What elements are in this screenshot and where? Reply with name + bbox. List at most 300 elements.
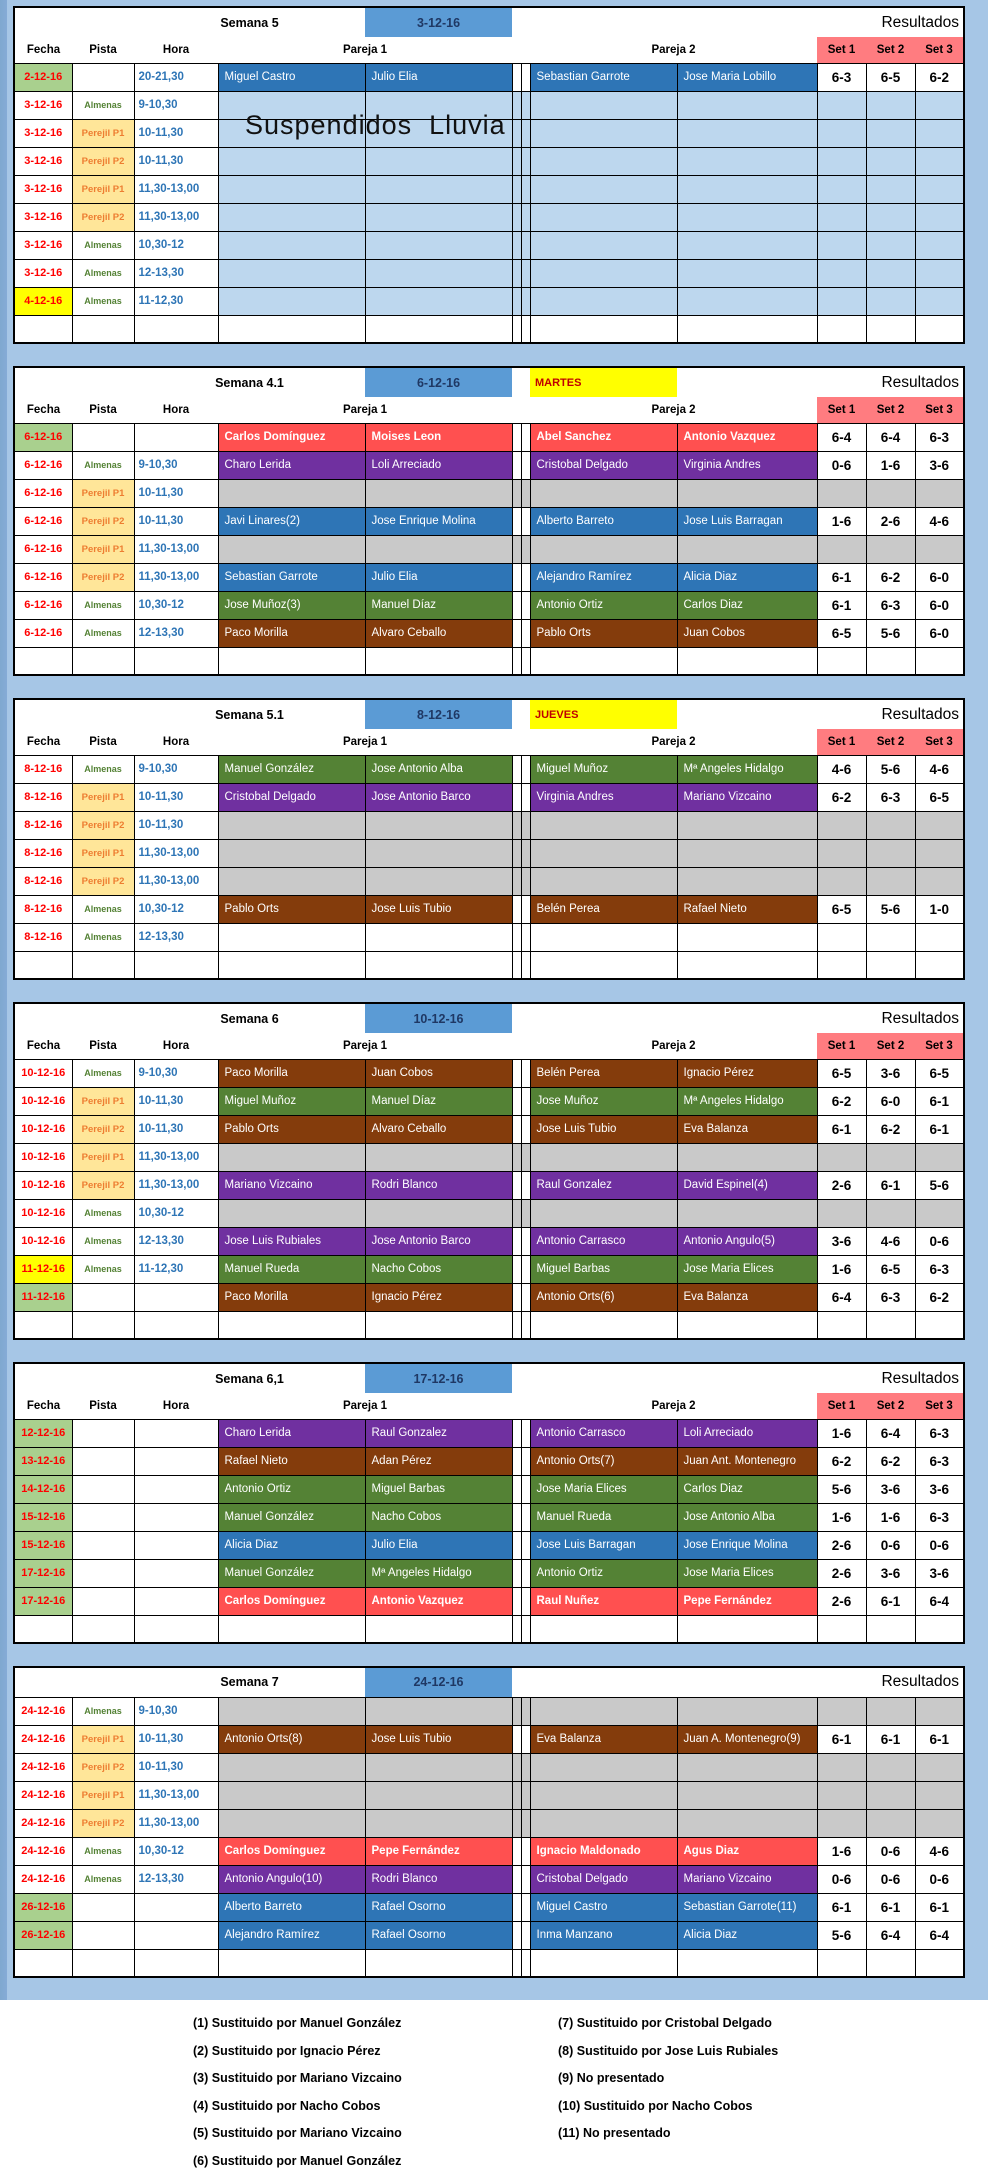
pareja1-player2-cell[interactable]: Antonio Vazquez — [365, 1587, 512, 1615]
pareja1-player2-cell[interactable]: Mª Angeles Hidalgo — [365, 1559, 512, 1587]
spacer-cell[interactable] — [512, 1199, 521, 1227]
set3-cell[interactable]: 6-0 — [915, 563, 964, 591]
spacer-cell[interactable] — [521, 1865, 530, 1893]
spacer-cell[interactable] — [521, 1447, 530, 1475]
pareja1-player1-cell[interactable]: Mariano Vizcaino — [218, 1171, 365, 1199]
empty-cell[interactable] — [218, 867, 365, 895]
spacer-cell[interactable] — [521, 1921, 530, 1949]
pareja1-player1-cell[interactable]: Alejandro Ramírez — [218, 1921, 365, 1949]
empty-cell[interactable] — [365, 923, 512, 951]
hora-cell[interactable]: 12-13,30 — [134, 259, 218, 287]
empty-cell[interactable] — [677, 923, 817, 951]
empty-cell[interactable] — [866, 315, 915, 343]
spacer-cell[interactable] — [512, 1283, 521, 1311]
empty-cell[interactable] — [915, 203, 964, 231]
empty-cell[interactable] — [218, 91, 365, 119]
pareja2-player1-cell[interactable]: Jose Maria Elices — [530, 1475, 677, 1503]
empty-cell[interactable] — [530, 203, 677, 231]
empty-cell[interactable] — [365, 951, 512, 979]
pista-cell[interactable]: Perejil P2 — [72, 1753, 134, 1781]
empty-cell[interactable] — [677, 1697, 817, 1725]
fecha-cell[interactable]: 15-12-16 — [14, 1503, 72, 1531]
spacer-cell[interactable] — [521, 119, 530, 147]
pista-cell[interactable]: Almenas — [72, 1059, 134, 1087]
empty-cell[interactable] — [218, 1615, 365, 1643]
spacer-cell[interactable] — [512, 1143, 521, 1171]
set2-cell[interactable]: 6-3 — [866, 783, 915, 811]
empty-cell[interactable] — [866, 811, 915, 839]
empty-cell[interactable] — [915, 1615, 964, 1643]
pareja2-player2-cell[interactable]: David Espinel(4) — [677, 1171, 817, 1199]
empty-cell[interactable] — [365, 91, 512, 119]
empty-cell[interactable] — [530, 315, 677, 343]
spacer-cell[interactable] — [521, 591, 530, 619]
pareja1-player1-cell[interactable]: Paco Morilla — [218, 1059, 365, 1087]
hora-cell[interactable]: 10-11,30 — [134, 783, 218, 811]
empty-cell[interactable] — [817, 479, 866, 507]
fecha-cell[interactable]: 26-12-16 — [14, 1893, 72, 1921]
pareja1-player1-cell[interactable]: Sebastian Garrote — [218, 563, 365, 591]
empty-cell[interactable] — [365, 119, 512, 147]
pista-cell[interactable] — [72, 1893, 134, 1921]
empty-cell[interactable] — [866, 1199, 915, 1227]
pista-cell[interactable]: Almenas — [72, 259, 134, 287]
pista-cell[interactable]: Almenas — [72, 451, 134, 479]
empty-cell[interactable] — [218, 839, 365, 867]
spacer-cell[interactable] — [512, 259, 521, 287]
empty-cell[interactable] — [365, 839, 512, 867]
set1-cell[interactable]: 6-1 — [817, 563, 866, 591]
empty-cell[interactable] — [915, 231, 964, 259]
set1-cell[interactable]: 0-6 — [817, 451, 866, 479]
pista-cell[interactable]: Perejil P2 — [72, 507, 134, 535]
empty-cell[interactable] — [866, 175, 915, 203]
empty-cell[interactable] — [14, 1949, 72, 1977]
empty-cell[interactable] — [817, 203, 866, 231]
spacer-cell[interactable] — [512, 591, 521, 619]
pista-cell[interactable]: Perejil P1 — [72, 1087, 134, 1115]
pareja2-player1-cell[interactable]: Jose Luis Barragan — [530, 1531, 677, 1559]
pista-cell[interactable]: Perejil P2 — [72, 563, 134, 591]
pista-cell[interactable] — [72, 1475, 134, 1503]
empty-cell[interactable] — [530, 287, 677, 315]
fecha-cell[interactable]: 6-12-16 — [14, 507, 72, 535]
spacer-cell[interactable] — [512, 923, 521, 951]
spacer-cell[interactable] — [512, 647, 521, 675]
empty-cell[interactable] — [72, 1949, 134, 1977]
empty-cell[interactable] — [218, 287, 365, 315]
pareja1-player1-cell[interactable]: Manuel González — [218, 755, 365, 783]
fecha-cell[interactable]: 10-12-16 — [14, 1115, 72, 1143]
hora-cell[interactable]: 10-11,30 — [134, 1087, 218, 1115]
set2-cell[interactable]: 3-6 — [866, 1559, 915, 1587]
spacer-cell[interactable] — [521, 867, 530, 895]
empty-cell[interactable] — [218, 1311, 365, 1339]
empty-cell[interactable] — [72, 951, 134, 979]
fecha-cell[interactable]: 8-12-16 — [14, 839, 72, 867]
pareja1-player2-cell[interactable]: Rodri Blanco — [365, 1171, 512, 1199]
empty-cell[interactable] — [677, 1311, 817, 1339]
empty-cell[interactable] — [677, 479, 817, 507]
spacer-cell[interactable] — [512, 1115, 521, 1143]
empty-cell[interactable] — [817, 315, 866, 343]
fecha-cell[interactable]: 17-12-16 — [14, 1587, 72, 1615]
empty-cell[interactable] — [915, 1753, 964, 1781]
empty-cell[interactable] — [817, 231, 866, 259]
empty-cell[interactable] — [218, 231, 365, 259]
pareja1-player2-cell[interactable]: Rodri Blanco — [365, 1865, 512, 1893]
hora-cell[interactable]: 10,30-12 — [134, 231, 218, 259]
fecha-cell[interactable]: 24-12-16 — [14, 1781, 72, 1809]
empty-cell[interactable] — [817, 91, 866, 119]
spacer-cell[interactable] — [521, 1697, 530, 1725]
set3-cell[interactable]: 6-4 — [915, 1921, 964, 1949]
empty-cell[interactable] — [365, 479, 512, 507]
spacer-cell[interactable] — [512, 231, 521, 259]
spacer-cell[interactable] — [521, 1615, 530, 1643]
pareja2-player1-cell[interactable]: Belén Perea — [530, 895, 677, 923]
spacer-cell[interactable] — [521, 1419, 530, 1447]
empty-cell[interactable] — [817, 811, 866, 839]
fecha-cell[interactable]: 6-12-16 — [14, 535, 72, 563]
fecha-cell[interactable]: 10-12-16 — [14, 1143, 72, 1171]
empty-cell[interactable] — [915, 1199, 964, 1227]
fecha-cell[interactable]: 13-12-16 — [14, 1447, 72, 1475]
empty-cell[interactable] — [677, 259, 817, 287]
hora-cell[interactable]: 12-13,30 — [134, 619, 218, 647]
pista-cell[interactable]: Perejil P2 — [72, 811, 134, 839]
fecha-cell[interactable]: 8-12-16 — [14, 923, 72, 951]
spacer-cell[interactable] — [521, 231, 530, 259]
empty-cell[interactable] — [134, 951, 218, 979]
hora-cell[interactable]: 11,30-13,00 — [134, 175, 218, 203]
fecha-cell[interactable]: 12-12-16 — [14, 1419, 72, 1447]
spacer-cell[interactable] — [512, 895, 521, 923]
pareja1-player1-cell[interactable]: Manuel González — [218, 1559, 365, 1587]
set2-cell[interactable]: 6-4 — [866, 423, 915, 451]
fecha-cell[interactable]: 6-12-16 — [14, 591, 72, 619]
spacer-cell[interactable] — [521, 1311, 530, 1339]
pareja1-player2-cell[interactable]: Rafael Osorno — [365, 1893, 512, 1921]
spacer-cell[interactable] — [521, 1227, 530, 1255]
hora-cell[interactable] — [134, 1419, 218, 1447]
set1-cell[interactable]: 6-1 — [817, 591, 866, 619]
empty-cell[interactable] — [530, 1781, 677, 1809]
empty-cell[interactable] — [677, 231, 817, 259]
fecha-cell[interactable]: 8-12-16 — [14, 867, 72, 895]
pareja1-player2-cell[interactable]: Alvaro Ceballo — [365, 619, 512, 647]
pareja1-player2-cell[interactable]: Ignacio Pérez — [365, 1283, 512, 1311]
hora-cell[interactable]: 12-13,30 — [134, 923, 218, 951]
set2-cell[interactable]: 3-6 — [866, 1059, 915, 1087]
hora-cell[interactable]: 12-13,30 — [134, 1865, 218, 1893]
spacer-cell[interactable] — [512, 1865, 521, 1893]
empty-cell[interactable] — [365, 1781, 512, 1809]
set2-cell[interactable]: 0-6 — [866, 1531, 915, 1559]
set3-cell[interactable]: 6-1 — [915, 1725, 964, 1753]
empty-cell[interactable] — [134, 1615, 218, 1643]
empty-cell[interactable] — [365, 1949, 512, 1977]
set3-cell[interactable]: 6-0 — [915, 619, 964, 647]
empty-cell[interactable] — [915, 119, 964, 147]
set2-cell[interactable]: 6-3 — [866, 591, 915, 619]
set3-cell[interactable]: 6-1 — [915, 1893, 964, 1921]
pista-cell[interactable]: Perejil P2 — [72, 147, 134, 175]
fecha-cell[interactable]: 6-12-16 — [14, 563, 72, 591]
empty-cell[interactable] — [817, 1311, 866, 1339]
hora-cell[interactable] — [134, 1893, 218, 1921]
set1-cell[interactable]: 6-5 — [817, 895, 866, 923]
spacer-cell[interactable] — [512, 563, 521, 591]
pareja1-player2-cell[interactable]: Loli Arreciado — [365, 451, 512, 479]
spacer-cell[interactable] — [521, 147, 530, 175]
spacer-cell[interactable] — [512, 1475, 521, 1503]
pista-cell[interactable] — [72, 1559, 134, 1587]
set2-cell[interactable]: 6-2 — [866, 563, 915, 591]
pareja2-player1-cell[interactable]: Raul Nuñez — [530, 1587, 677, 1615]
spacer-cell[interactable] — [512, 839, 521, 867]
empty-cell[interactable] — [14, 1311, 72, 1339]
pareja2-player1-cell[interactable]: Antonio Orts(7) — [530, 1447, 677, 1475]
set2-cell[interactable]: 1-6 — [866, 451, 915, 479]
hora-cell[interactable]: 11-12,30 — [134, 1255, 218, 1283]
spacer-cell[interactable] — [521, 923, 530, 951]
set3-cell[interactable]: 4-6 — [915, 507, 964, 535]
pareja1-player2-cell[interactable]: Jose Antonio Barco — [365, 1227, 512, 1255]
hora-cell[interactable] — [134, 1283, 218, 1311]
empty-cell[interactable] — [134, 315, 218, 343]
set2-cell[interactable]: 5-6 — [866, 619, 915, 647]
pista-cell[interactable]: Perejil P2 — [72, 1171, 134, 1199]
set2-cell[interactable]: 0-6 — [866, 1865, 915, 1893]
pareja2-player2-cell[interactable]: Mª Angeles Hidalgo — [677, 755, 817, 783]
empty-cell[interactable] — [915, 1697, 964, 1725]
empty-cell[interactable] — [915, 1949, 964, 1977]
pareja2-player1-cell[interactable]: Miguel Barbas — [530, 1255, 677, 1283]
hora-cell[interactable] — [134, 423, 218, 451]
empty-cell[interactable] — [365, 1311, 512, 1339]
pista-cell[interactable] — [72, 423, 134, 451]
pista-cell[interactable] — [72, 1283, 134, 1311]
empty-cell[interactable] — [365, 1753, 512, 1781]
pareja1-player2-cell[interactable]: Raul Gonzalez — [365, 1419, 512, 1447]
fecha-cell[interactable]: 6-12-16 — [14, 423, 72, 451]
pista-cell[interactable]: Perejil P1 — [72, 1725, 134, 1753]
pista-cell[interactable] — [72, 63, 134, 91]
empty-cell[interactable] — [817, 1753, 866, 1781]
hora-cell[interactable]: 10-11,30 — [134, 1725, 218, 1753]
pista-cell[interactable] — [72, 1921, 134, 1949]
spacer-cell[interactable] — [521, 1199, 530, 1227]
hora-cell[interactable]: 10,30-12 — [134, 895, 218, 923]
pareja1-player1-cell[interactable]: Antonio Ortiz — [218, 1475, 365, 1503]
empty-cell[interactable] — [14, 1615, 72, 1643]
pareja2-player2-cell[interactable]: Jose Maria Lobillo — [677, 63, 817, 91]
empty-cell[interactable] — [218, 1809, 365, 1837]
spacer-cell[interactable] — [521, 951, 530, 979]
empty-cell[interactable] — [817, 1199, 866, 1227]
set2-cell[interactable]: 6-1 — [866, 1587, 915, 1615]
set1-cell[interactable]: 2-6 — [817, 1587, 866, 1615]
spacer-cell[interactable] — [521, 1725, 530, 1753]
pareja2-player1-cell[interactable]: Antonio Ortiz — [530, 1559, 677, 1587]
pareja1-player2-cell[interactable]: Jose Enrique Molina — [365, 507, 512, 535]
empty-cell[interactable] — [677, 315, 817, 343]
pista-cell[interactable]: Perejil P1 — [72, 479, 134, 507]
set2-cell[interactable]: 4-6 — [866, 1227, 915, 1255]
empty-cell[interactable] — [817, 1697, 866, 1725]
pareja2-player2-cell[interactable]: Mª Angeles Hidalgo — [677, 1087, 817, 1115]
empty-cell[interactable] — [677, 119, 817, 147]
pareja2-player2-cell[interactable]: Juan Cobos — [677, 619, 817, 647]
spacer-cell[interactable] — [521, 1531, 530, 1559]
pareja1-player1-cell[interactable]: Pablo Orts — [218, 1115, 365, 1143]
empty-cell[interactable] — [530, 951, 677, 979]
fecha-cell[interactable]: 3-12-16 — [14, 203, 72, 231]
pista-cell[interactable]: Almenas — [72, 1697, 134, 1725]
set3-cell[interactable]: 6-5 — [915, 783, 964, 811]
hora-cell[interactable]: 11,30-13,00 — [134, 1171, 218, 1199]
set1-cell[interactable]: 6-3 — [817, 63, 866, 91]
spacer-cell[interactable] — [512, 1781, 521, 1809]
spacer-cell[interactable] — [512, 203, 521, 231]
empty-cell[interactable] — [218, 479, 365, 507]
empty-cell[interactable] — [915, 535, 964, 563]
spacer-cell[interactable] — [512, 1837, 521, 1865]
pareja2-player1-cell[interactable]: Abel Sanchez — [530, 423, 677, 451]
fecha-cell[interactable]: 24-12-16 — [14, 1809, 72, 1837]
pareja1-player1-cell[interactable]: Miguel Muñoz — [218, 1087, 365, 1115]
set3-cell[interactable]: 6-3 — [915, 1503, 964, 1531]
empty-cell[interactable] — [915, 867, 964, 895]
empty-cell[interactable] — [677, 1615, 817, 1643]
empty-cell[interactable] — [365, 175, 512, 203]
set1-cell[interactable]: 6-5 — [817, 619, 866, 647]
set1-cell[interactable]: 2-6 — [817, 1559, 866, 1587]
spacer-cell[interactable] — [521, 755, 530, 783]
empty-cell[interactable] — [866, 479, 915, 507]
hora-cell[interactable] — [134, 1503, 218, 1531]
empty-cell[interactable] — [866, 1753, 915, 1781]
set3-cell[interactable]: 3-6 — [915, 1475, 964, 1503]
fecha-cell[interactable]: 3-12-16 — [14, 175, 72, 203]
empty-cell[interactable] — [218, 175, 365, 203]
pareja2-player2-cell[interactable]: Alicia Diaz — [677, 1921, 817, 1949]
fecha-cell[interactable]: 15-12-16 — [14, 1531, 72, 1559]
empty-cell[interactable] — [817, 839, 866, 867]
spacer-cell[interactable] — [512, 507, 521, 535]
empty-cell[interactable] — [365, 867, 512, 895]
hora-cell[interactable]: 10-11,30 — [134, 1115, 218, 1143]
spacer-cell[interactable] — [521, 895, 530, 923]
spacer-cell[interactable] — [521, 1475, 530, 1503]
hora-cell[interactable]: 11,30-13,00 — [134, 1781, 218, 1809]
spacer-cell[interactable] — [521, 423, 530, 451]
empty-cell[interactable] — [72, 1615, 134, 1643]
empty-cell[interactable] — [677, 1143, 817, 1171]
fecha-cell[interactable]: 10-12-16 — [14, 1171, 72, 1199]
empty-cell[interactable] — [218, 315, 365, 343]
set1-cell[interactable]: 1-6 — [817, 507, 866, 535]
empty-cell[interactable] — [365, 647, 512, 675]
pareja1-player2-cell[interactable]: Manuel Díaz — [365, 1087, 512, 1115]
empty-cell[interactable] — [218, 1753, 365, 1781]
set3-cell[interactable]: 5-6 — [915, 1171, 964, 1199]
hora-cell[interactable] — [134, 1531, 218, 1559]
empty-cell[interactable] — [218, 147, 365, 175]
empty-cell[interactable] — [915, 479, 964, 507]
spacer-cell[interactable] — [512, 1087, 521, 1115]
set1-cell[interactable]: 5-6 — [817, 1921, 866, 1949]
pareja2-player1-cell[interactable]: Belén Perea — [530, 1059, 677, 1087]
set1-cell[interactable]: 6-2 — [817, 783, 866, 811]
empty-cell[interactable] — [365, 1809, 512, 1837]
pareja2-player1-cell[interactable]: Miguel Muñoz — [530, 755, 677, 783]
empty-cell[interactable] — [866, 1809, 915, 1837]
pareja2-player1-cell[interactable]: Jose Muñoz — [530, 1087, 677, 1115]
set2-cell[interactable]: 0-6 — [866, 1837, 915, 1865]
spacer-cell[interactable] — [512, 1921, 521, 1949]
pareja1-player1-cell[interactable]: Paco Morilla — [218, 1283, 365, 1311]
pareja1-player1-cell[interactable]: Antonio Orts(8) — [218, 1725, 365, 1753]
set3-cell[interactable]: 6-2 — [915, 1283, 964, 1311]
set1-cell[interactable]: 6-1 — [817, 1115, 866, 1143]
empty-cell[interactable] — [915, 175, 964, 203]
hora-cell[interactable]: 12-13,30 — [134, 1227, 218, 1255]
empty-cell[interactable] — [365, 1697, 512, 1725]
empty-cell[interactable] — [915, 1311, 964, 1339]
set2-cell[interactable]: 6-5 — [866, 1255, 915, 1283]
empty-cell[interactable] — [365, 811, 512, 839]
empty-cell[interactable] — [218, 1697, 365, 1725]
set3-cell[interactable]: 3-6 — [915, 451, 964, 479]
set2-cell[interactable]: 6-4 — [866, 1921, 915, 1949]
spacer-cell[interactable] — [512, 1753, 521, 1781]
pista-cell[interactable]: Almenas — [72, 755, 134, 783]
hora-cell[interactable]: 11-12,30 — [134, 287, 218, 315]
fecha-cell[interactable]: 3-12-16 — [14, 259, 72, 287]
fecha-cell[interactable]: 17-12-16 — [14, 1559, 72, 1587]
pareja2-player1-cell[interactable]: Ignacio Maldonado — [530, 1837, 677, 1865]
spacer-cell[interactable] — [521, 1949, 530, 1977]
pista-cell[interactable]: Almenas — [72, 231, 134, 259]
pareja2-player1-cell[interactable]: Jose Luis Tubio — [530, 1115, 677, 1143]
spacer-cell[interactable] — [512, 1949, 521, 1977]
hora-cell[interactable]: 9-10,30 — [134, 755, 218, 783]
empty-cell[interactable] — [866, 203, 915, 231]
set1-cell[interactable]: 6-1 — [817, 1725, 866, 1753]
hora-cell[interactable] — [134, 1587, 218, 1615]
empty-cell[interactable] — [866, 1697, 915, 1725]
empty-cell[interactable] — [530, 259, 677, 287]
pareja2-player2-cell[interactable]: Sebastian Garrote(11) — [677, 1893, 817, 1921]
pareja2-player1-cell[interactable]: Sebastian Garrote — [530, 63, 677, 91]
pareja2-player1-cell[interactable]: Cristobal Delgado — [530, 1865, 677, 1893]
pareja1-player2-cell[interactable]: Nacho Cobos — [365, 1503, 512, 1531]
pareja1-player2-cell[interactable]: Jose Antonio Alba — [365, 755, 512, 783]
spacer-cell[interactable] — [521, 315, 530, 343]
fecha-cell[interactable]: 11-12-16 — [14, 1255, 72, 1283]
empty-cell[interactable] — [530, 231, 677, 259]
set3-cell[interactable]: 0-6 — [915, 1531, 964, 1559]
empty-cell[interactable] — [866, 1311, 915, 1339]
empty-cell[interactable] — [817, 1809, 866, 1837]
spacer-cell[interactable] — [521, 259, 530, 287]
empty-cell[interactable] — [866, 1781, 915, 1809]
pareja2-player1-cell[interactable]: Manuel Rueda — [530, 1503, 677, 1531]
spacer-cell[interactable] — [512, 1447, 521, 1475]
pista-cell[interactable]: Almenas — [72, 1865, 134, 1893]
